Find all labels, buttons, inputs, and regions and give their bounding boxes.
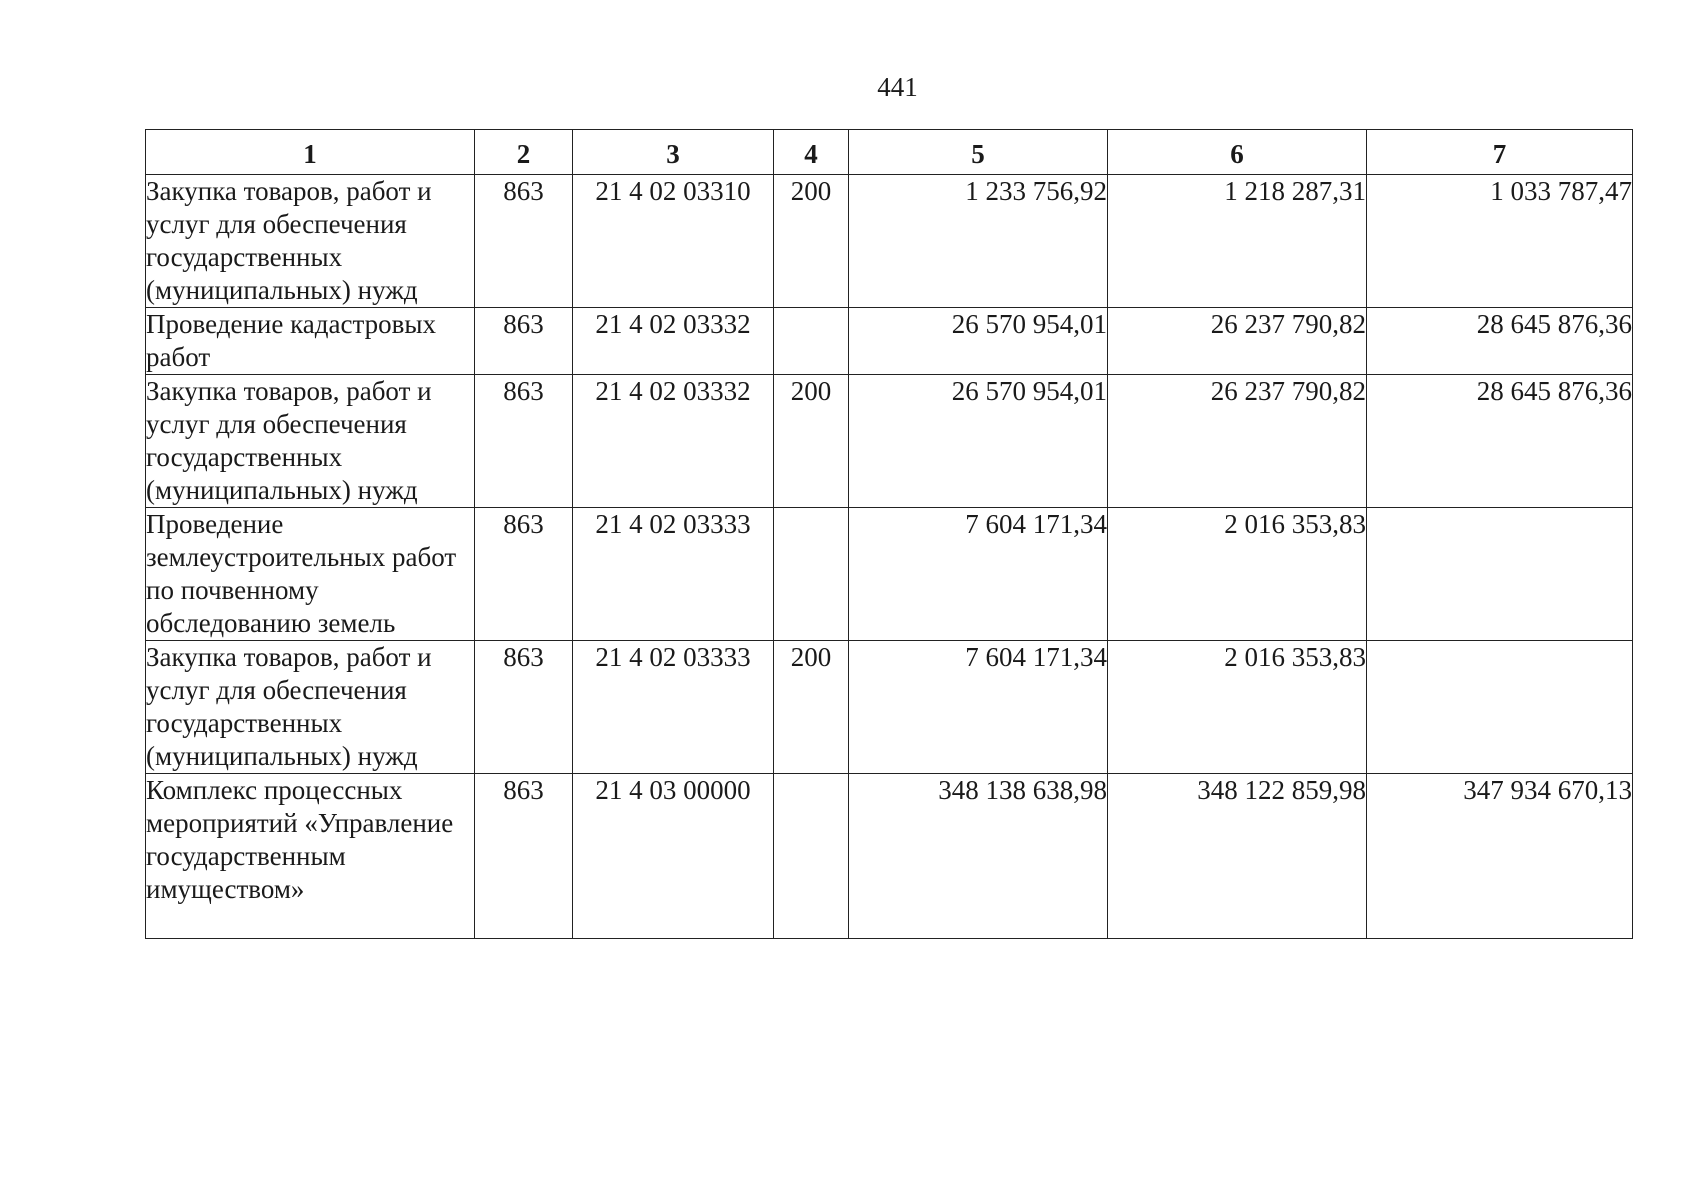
expense-type bbox=[774, 774, 849, 939]
table-row bbox=[146, 375, 1633, 508]
page-number: 441 bbox=[877, 72, 918, 102]
column-header: 5 bbox=[849, 130, 1108, 175]
amount-col7: 28 645 876,36 bbox=[1367, 308, 1633, 375]
table-row bbox=[146, 175, 1633, 308]
table-row bbox=[146, 308, 1633, 375]
ministry-code: 863 bbox=[475, 375, 573, 508]
column-header: 2 bbox=[475, 130, 573, 175]
amount-col5: 7 604 171,34 bbox=[849, 641, 1108, 774]
expense-type bbox=[774, 508, 849, 641]
amount-col5: 26 570 954,01 bbox=[849, 375, 1108, 508]
target-code: 21 4 02 03333 bbox=[573, 508, 774, 641]
amount-col7: 347 934 670,13 bbox=[1367, 774, 1633, 939]
ministry-code: 863 bbox=[475, 774, 573, 939]
ministry-code: 863 bbox=[475, 175, 573, 308]
table-row bbox=[146, 508, 1633, 641]
amount-col5: 26 570 954,01 bbox=[849, 308, 1108, 375]
row-name: Закупка товаров, работ и услуг для обеспечения государственных (муниципальных) нужд bbox=[146, 641, 475, 774]
target-code: 21 4 03 00000 bbox=[573, 774, 774, 939]
budget-table bbox=[145, 129, 1633, 939]
amount-col5: 7 604 171,34 bbox=[849, 508, 1108, 641]
column-header: 3 bbox=[573, 130, 774, 175]
amount-col5: 1 233 756,92 bbox=[849, 175, 1108, 308]
column-header: 1 bbox=[146, 130, 475, 175]
amount-col6: 2 016 353,83 bbox=[1108, 508, 1367, 641]
amount-col6: 26 237 790,82 bbox=[1108, 375, 1367, 508]
expense-type: 200 bbox=[774, 375, 849, 508]
amount-col7: 1 033 787,47 bbox=[1367, 175, 1633, 308]
row-name: Закупка товаров, работ и услуг для обеспечения государственных (муниципальных) нужд bbox=[146, 375, 475, 508]
target-code: 21 4 02 03333 bbox=[573, 641, 774, 774]
column-header: 7 bbox=[1367, 130, 1633, 175]
ministry-code: 863 bbox=[475, 508, 573, 641]
expense-type bbox=[774, 308, 849, 375]
expense-type: 200 bbox=[774, 175, 849, 308]
amount-col6: 348 122 859,98 bbox=[1108, 774, 1367, 939]
target-code: 21 4 02 03310 bbox=[573, 175, 774, 308]
column-header: 6 bbox=[1108, 130, 1367, 175]
target-code: 21 4 02 03332 bbox=[573, 375, 774, 508]
row-name: Закупка товаров, работ и услуг для обеспечения государственных (муниципальных) нужд bbox=[146, 175, 475, 308]
header-row bbox=[146, 130, 1633, 175]
table-row bbox=[146, 774, 1633, 939]
amount-col7 bbox=[1367, 641, 1633, 774]
column-header: 4 bbox=[774, 130, 849, 175]
amount-col5: 348 138 638,98 bbox=[849, 774, 1108, 939]
target-code: 21 4 02 03332 bbox=[573, 308, 774, 375]
expense-type: 200 bbox=[774, 641, 849, 774]
amount-col6: 1 218 287,31 bbox=[1108, 175, 1367, 308]
ministry-code: 863 bbox=[475, 308, 573, 375]
row-name: Проведение землеустроительных работ по почвенному обследованию земель bbox=[146, 508, 475, 641]
row-name: Проведение кадастровых работ bbox=[146, 308, 475, 375]
amount-col7: 28 645 876,36 bbox=[1367, 375, 1633, 508]
amount-col6: 26 237 790,82 bbox=[1108, 308, 1367, 375]
ministry-code: 863 bbox=[475, 641, 573, 774]
row-name: Комплекс процессных мероприятий «Управление государственным имуществом» bbox=[146, 774, 475, 939]
amount-col6: 2 016 353,83 bbox=[1108, 641, 1367, 774]
table-row bbox=[146, 641, 1633, 774]
amount-col7 bbox=[1367, 508, 1633, 641]
